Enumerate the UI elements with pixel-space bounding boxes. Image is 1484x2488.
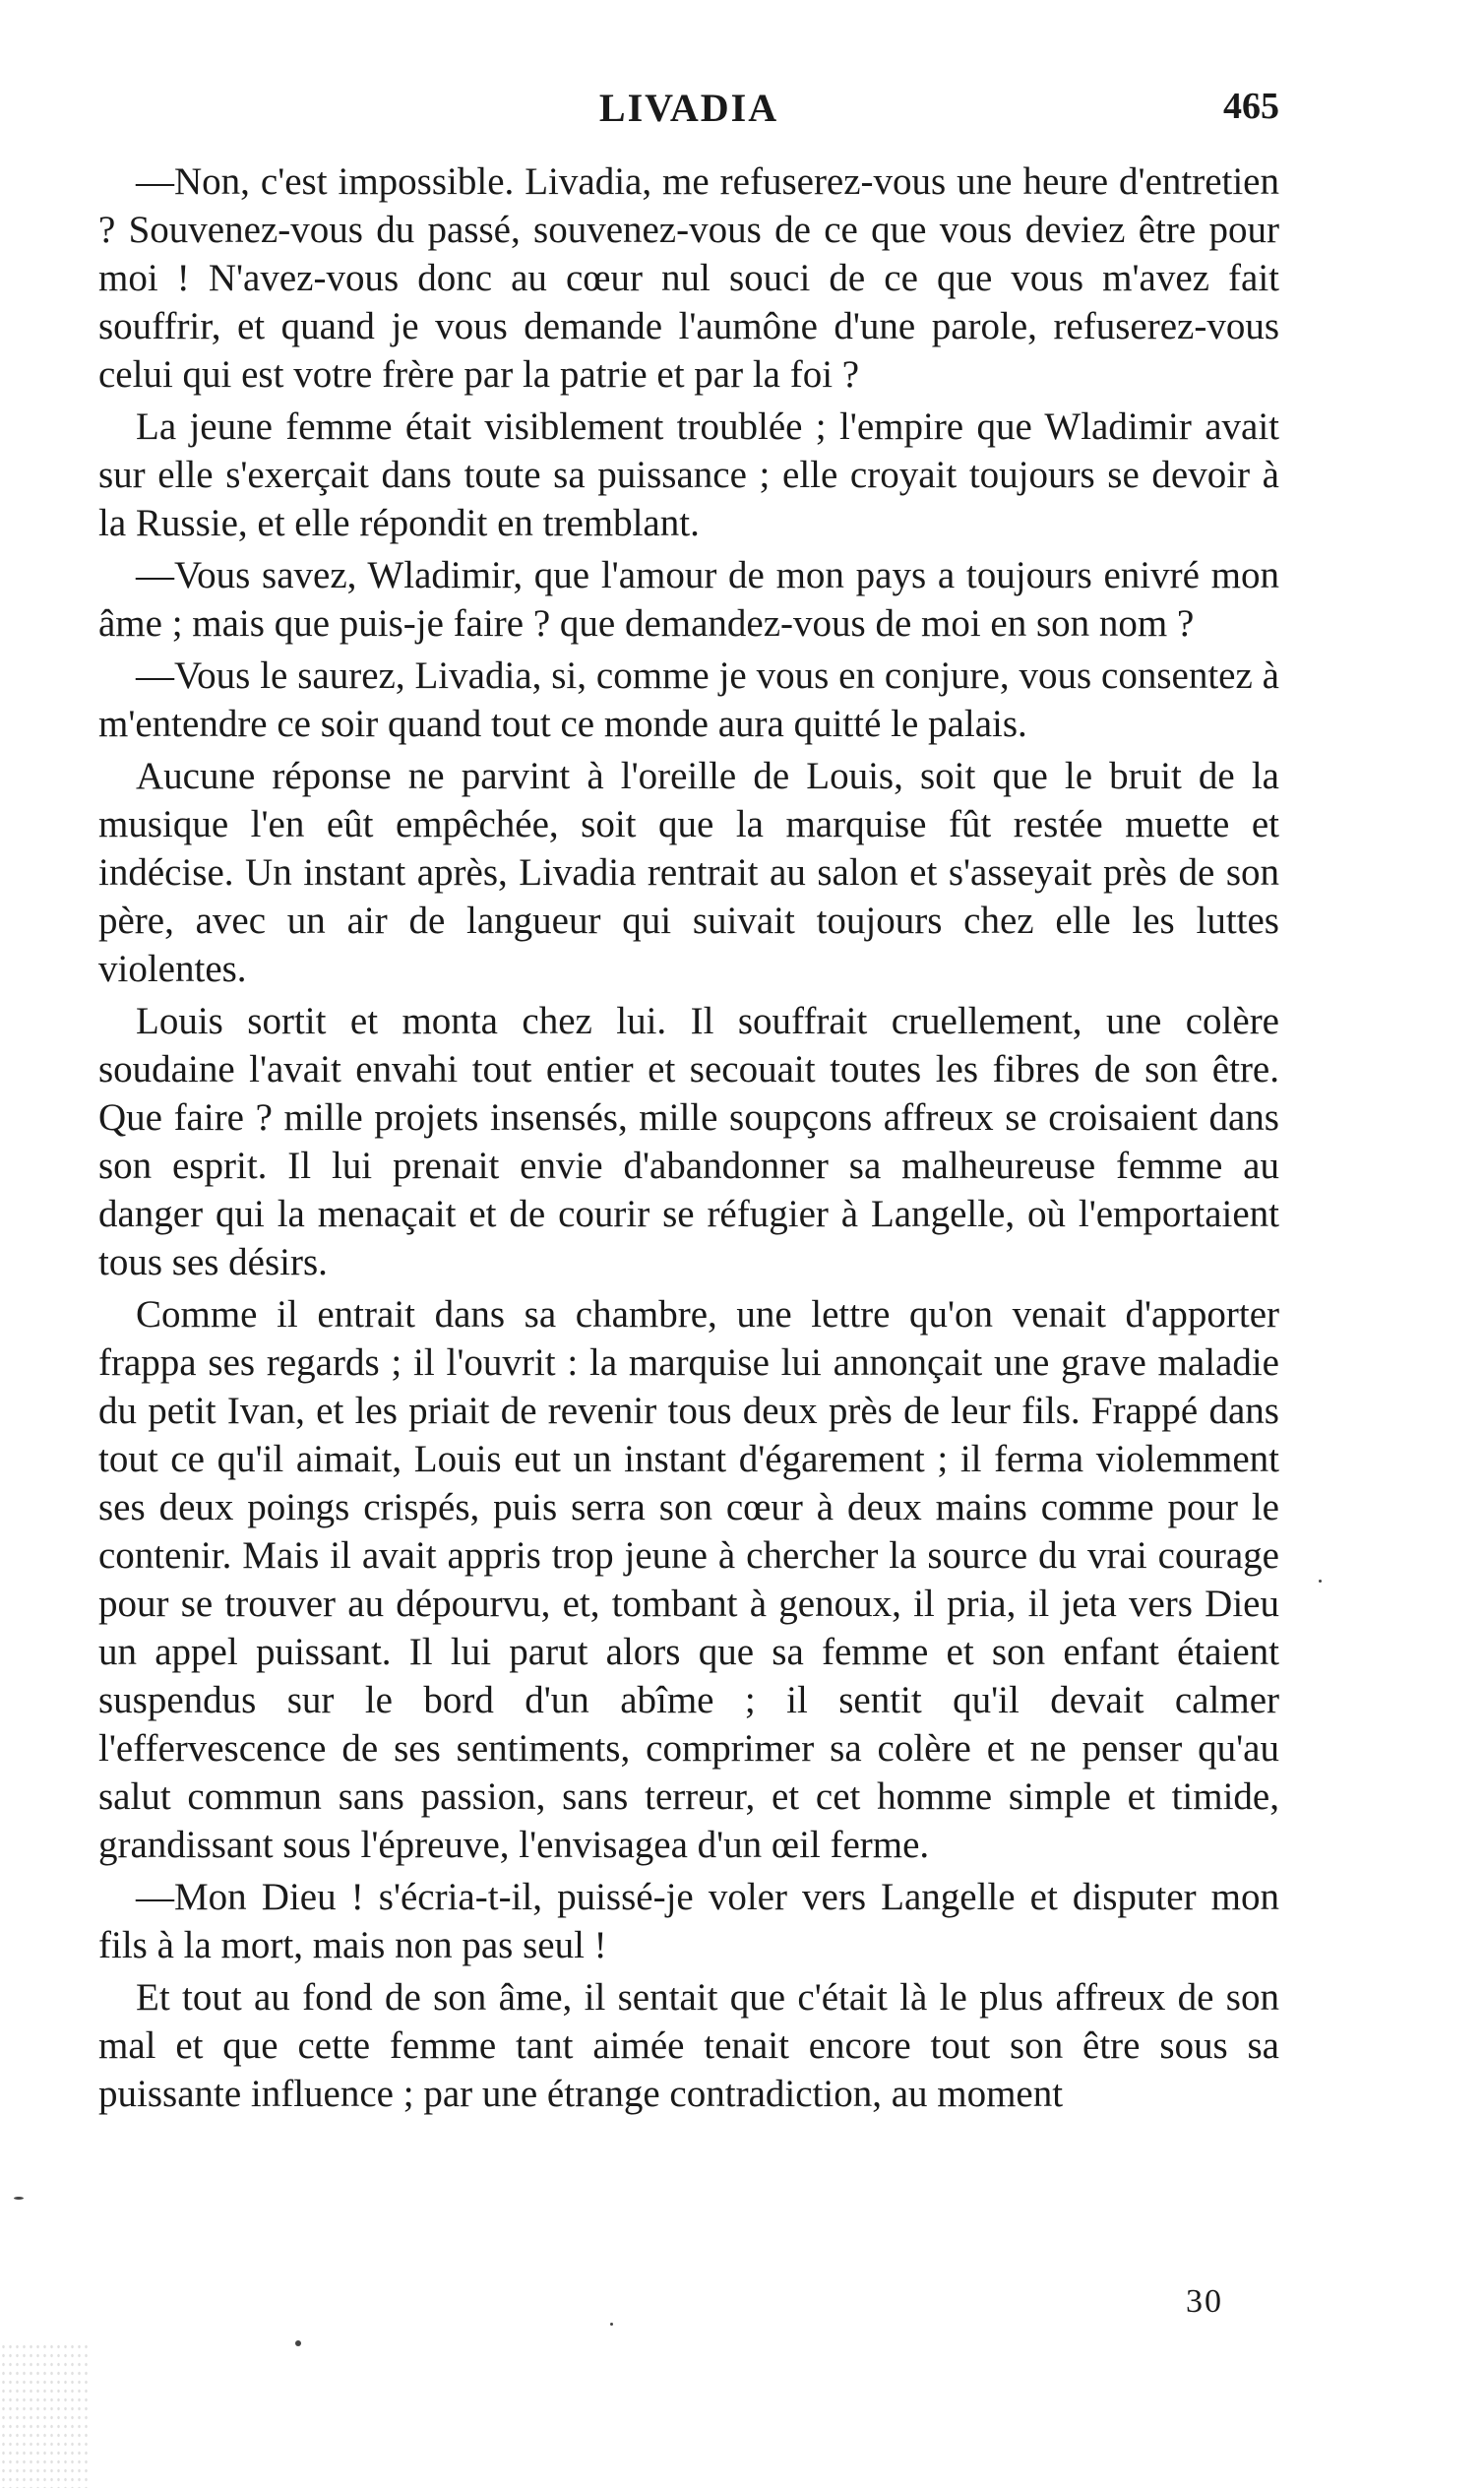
- running-title: LIVADIA: [598, 86, 779, 130]
- ink-speck: [295, 2340, 301, 2346]
- paragraph: —Vous savez, Wladimir, que l'amour de mon pays a toujours enivré mon âme ; mais que puis-je faire ? que demandez-vous de moi en son nom ?: [98, 554, 1279, 645]
- paragraph: Aucune réponse ne parvint à l'oreille de Louis, soit que le bruit de la musique l'en eût empêchée, soit que la marquise fût restée muette et indécise. Un instant après, Livadia rentrait au salon et s'asseyait près de son père, avec un air de langueur qui suivait toujours chez elle les luttes violentes.: [98, 755, 1279, 990]
- paragraph: La jeune femme était visiblement troublée ; l'empire que Wladimir avait sur elle s'exerçait dans toute sa puissance ; elle croyait toujours se devoir à la Russie, et elle répondit en tremblant.: [98, 405, 1279, 544]
- paragraph: —Non, c'est impossible. Livadia, me refuserez-vous une heure d'entretien ? Souvenez-vous du passé, souvenez-vous de ce que vous deviez être pour moi ! N'avez-vous donc au cœur nul souci de ce que vous m'avez fait souffrir, et quand je vous demande l'aumône d'une parole, refuserez-vous celui qui est votre frère par la patrie et par la foi ?: [98, 160, 1279, 396]
- page-number: 465: [1223, 86, 1279, 127]
- paragraph: —Vous le saurez, Livadia, si, comme je vous en conjure, vous consentez à m'entendre ce soir quand tout ce monde aura quitté le palais.: [98, 654, 1279, 745]
- ink-speck: [1319, 1580, 1322, 1583]
- paragraph: Comme il entrait dans sa chambre, une lettre qu'on venait d'apporter frappa ses regards ; il l'ouvrit : la marquise lui annonçait une grave maladie du petit Ivan, et les priait de revenir tous deux près de leur fils. Frappé dans tout ce qu'il aimait, Louis eut un instant d'égarement ; il ferma violemment ses deux poings crispés, puis serra son cœur à deux mains comme pour le contenir. Mais il avait appris trop jeune à chercher la source du vrai courage pour se trouver au dépourvu, et, tombant à genoux, il pria, il jeta vers Dieu un appel puissant. Il lui parut alors que sa femme et son enfant étaient suspendus sur le bord d'un abîme ; il sentit qu'il devait calmer l'effervescence de ses sentiments, comprimer sa colère et ne penser qu'au salut commun sans passion, sans terreur, et cet homme simple et timide, grandissant sous l'épreuve, l'envisagea d'un œil ferme.: [98, 1293, 1279, 1866]
- running-header: [98, 85, 1279, 134]
- body-text: [98, 157, 1279, 2122]
- paragraph: Louis sortit et monta chez lui. Il souffrait cruellement, une colère soudaine l'avait envahi tout entier et secouait toutes les fibres de son être. Que faire ? mille projets insensés, mille soupçons affreux se croisaient dans son esprit. Il lui prenait envie d'abandonner sa malheureuse femme au danger qui la menaçait et de courir se réfugier à Langelle, où l'emportaient tous ses désirs.: [98, 1000, 1279, 1283]
- paragraph: —Mon Dieu ! s'écria-t-il, puissé-je voler vers Langelle et disputer mon fils à la mort, mais non pas seul !: [98, 1876, 1279, 1966]
- ink-speck: [14, 2197, 24, 2200]
- ink-speck: [610, 2323, 613, 2326]
- signature-mark: 30: [1186, 2283, 1223, 2320]
- scan-edge-noise: [0, 2342, 89, 2488]
- paragraph: Et tout au fond de son âme, il sentait que c'était là le plus affreux de son mal et que cette femme tant aimée tenait encore tout son être sous sa puissante influence ; par une étrange contradiction, au moment: [98, 1976, 1279, 2115]
